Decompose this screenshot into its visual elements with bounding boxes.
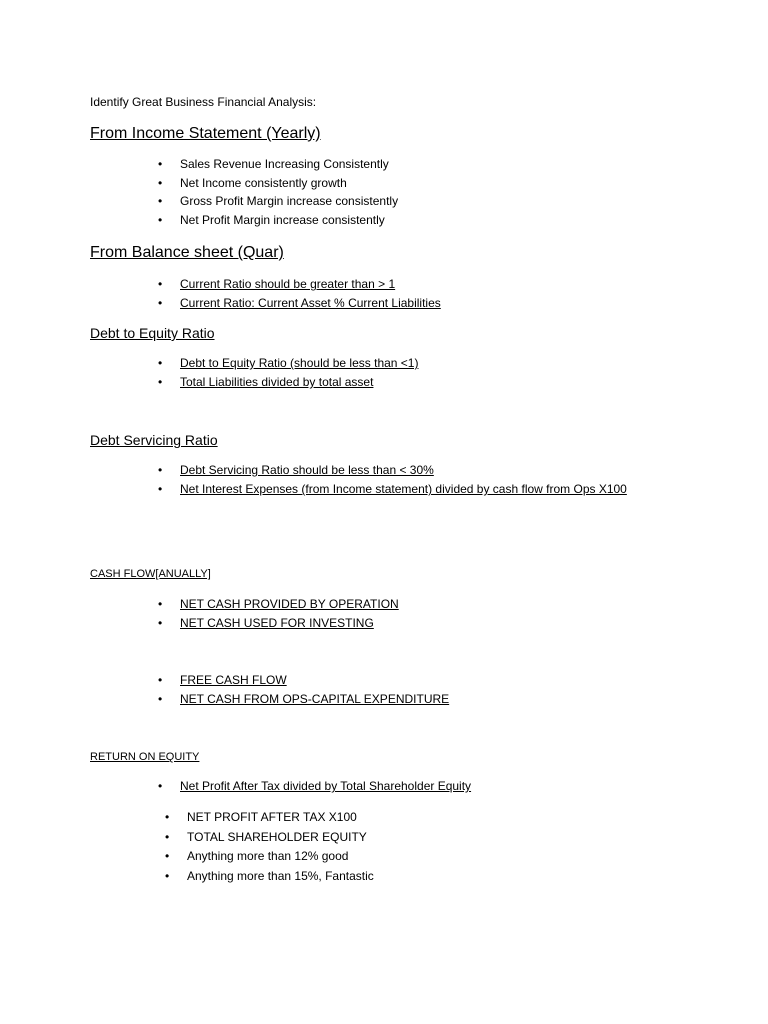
income-heading: From Income Statement (Yearly) bbox=[90, 125, 321, 142]
bullet-icon: • bbox=[165, 849, 170, 863]
bullet-icon: • bbox=[158, 673, 163, 687]
bullet-icon: • bbox=[158, 157, 163, 171]
bullet-icon: • bbox=[158, 692, 163, 706]
debt-equity-heading: Debt to Equity Ratio bbox=[90, 325, 215, 341]
intro-title: Identify Great Business Financial Analysis: bbox=[90, 95, 317, 109]
bullet-icon: • bbox=[165, 869, 170, 883]
bullet-icon: • bbox=[158, 176, 163, 190]
debt-servicing-heading: Debt Servicing Ratio bbox=[90, 432, 218, 448]
bullet-icon: • bbox=[158, 463, 163, 477]
bullet-icon: • bbox=[158, 616, 163, 630]
bullet-icon: • bbox=[158, 375, 163, 389]
document-page: Identify Great Business Financial Analysis: From Income Statement (Yearly) • Sales Revenue Increasing Consistently • Net Income consistently growth • Gross Profit Margin increase consistently • Net Profit Margin increase consistently From Balance sheet (Quar) • Current Ratio should be greater than > 1 • Current Ratio: Current Asset % Current Liabilities Debt to Equity Ratio • Debt to Equity Ratio (should be less than <1) • Total Liabilities divided by total asset Debt Servicing Ratio • Debt Servicing Ratio should be less than < 30% • Net Interest Expenses (from Income statement) divided by cash flow from Ops X100 CASH FLOW[ANUALLY] • NET CASH PROVIDED BY OPERATION • NET CASH USED FOR INVESTING • FREE CASH FLOW • NET CASH FROM OPS-CAPITAL EXPENDITURE RETURN ON EQUITY • Net Profit After Tax divided by Total Shareholder Equity • NET PROFIT AFTER TAX X100 • TOTAL SHAREHOLDER EQUITY • Anything more than 12% good • Anything more than 15%, Fantastic bbox=[90, 95, 627, 883]
bullet-icon: • bbox=[158, 296, 163, 310]
bullet-icon: • bbox=[165, 830, 170, 844]
bullet-icon: • bbox=[158, 194, 163, 208]
cash-flow-heading: CASH FLOW[ANUALLY] bbox=[90, 568, 211, 580]
bullet-icon: • bbox=[158, 597, 163, 611]
bullet-icon: • bbox=[158, 482, 163, 496]
bullet-icon: • bbox=[158, 213, 163, 227]
bullet-icon: • bbox=[165, 810, 170, 824]
bullet-icon: • bbox=[158, 356, 163, 370]
balance-heading: From Balance sheet (Quar) bbox=[90, 244, 284, 261]
bullet-icon: • bbox=[158, 277, 163, 291]
roe-heading: RETURN ON EQUITY bbox=[90, 751, 200, 763]
bullet-icon: • bbox=[158, 779, 163, 793]
